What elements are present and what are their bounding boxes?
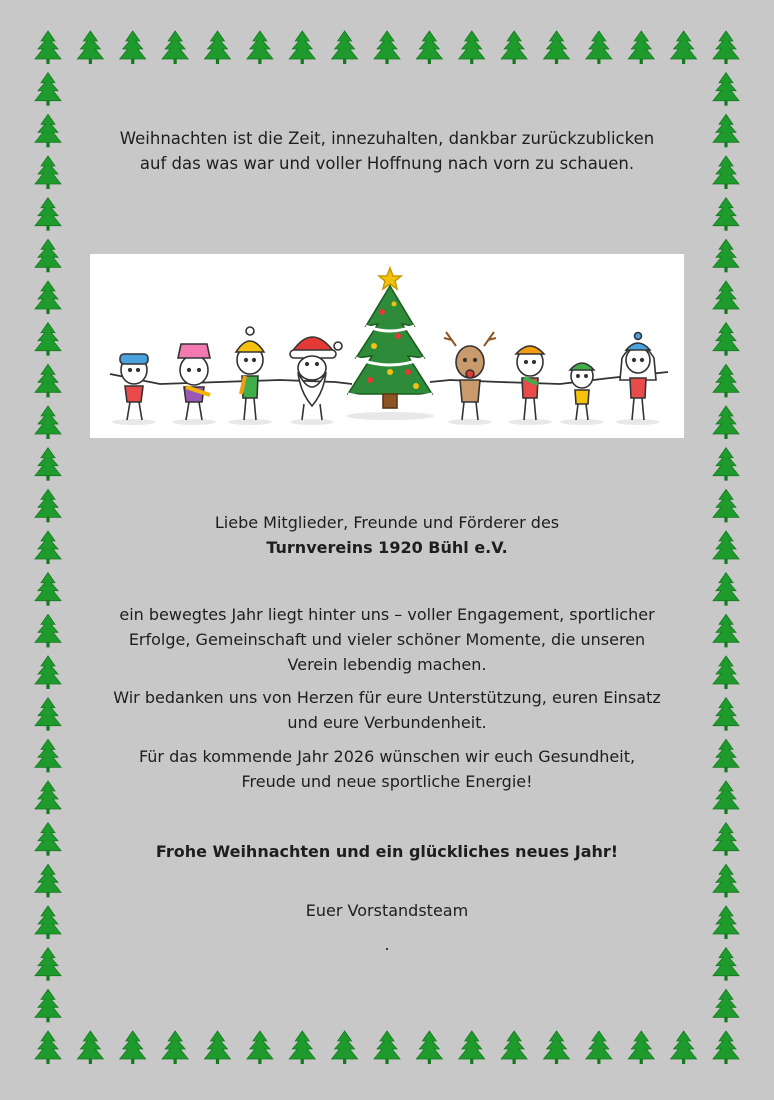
tree-icon: [120, 31, 146, 64]
paragraph-line: Erfolge, Gemeinschaft und vieler schöner Momente, die unseren: [128, 630, 646, 649]
tree-icon: [35, 573, 61, 606]
tree-icon: [713, 156, 739, 189]
tree-icon: [332, 1031, 358, 1064]
child-figure-icon: [620, 333, 656, 421]
tree-icon: [35, 406, 61, 439]
tree-icon: [671, 1031, 697, 1064]
club-name: Turnvereins 1920 Bühl e.V.: [266, 538, 508, 557]
tree-icon: [713, 489, 739, 522]
santa-icon: [290, 337, 342, 420]
tree-icon: [162, 31, 188, 64]
tree-icon: [247, 31, 273, 64]
tree-icon: [35, 73, 61, 106]
tree-border-right: [713, 73, 739, 1023]
paragraph-line: und eure Verbundenheit.: [287, 713, 487, 732]
tree-icon: [713, 31, 739, 64]
intro-text: [60, 126, 714, 176]
tree-icon: [289, 1031, 315, 1064]
tree-icon: [628, 31, 654, 64]
tree-icon: [586, 1031, 612, 1064]
tree-icon: [35, 781, 61, 814]
tree-icon: [713, 739, 739, 772]
tree-icon: [713, 906, 739, 939]
tree-icon: [35, 31, 61, 64]
tree-icon: [35, 114, 61, 147]
tree-icon: [35, 656, 61, 689]
tree-icon: [374, 31, 400, 64]
tree-icon: [289, 31, 315, 64]
tree-icon: [416, 1031, 442, 1064]
tree-border-left: [35, 73, 61, 1023]
paragraph-thanks: [60, 685, 714, 735]
tree-icon: [713, 781, 739, 814]
tree-icon: [501, 1031, 527, 1064]
tree-icon: [713, 531, 739, 564]
tree-icon: [374, 1031, 400, 1064]
tree-icon: [35, 198, 61, 231]
tree-icon: [544, 31, 570, 64]
christmas-illustration: [90, 254, 684, 438]
tree-icon: [713, 364, 739, 397]
tree-icon: [459, 31, 485, 64]
trailing-dot: .: [384, 935, 390, 954]
tree-icon: [713, 614, 739, 647]
tree-icon: [671, 31, 697, 64]
tree-icon: [416, 31, 442, 64]
christmas-tree-icon: [348, 268, 432, 408]
reindeer-icon: [444, 332, 496, 420]
tree-icon: [35, 239, 61, 272]
paragraph-year-review: [84, 602, 690, 677]
intro-line-2: auf das was war und voller Hoffnung nach vorn zu schauen.: [139, 154, 635, 173]
paragraph-line: Verein lebendig machen.: [287, 655, 487, 674]
tree-icon: [713, 1031, 739, 1064]
tree-icon: [713, 406, 739, 439]
child-figure-icon: [120, 354, 148, 420]
paragraph-line: ein bewegtes Jahr liegt hinter uns – voller Engagement, sportlicher: [119, 605, 655, 624]
closing-greeting: Frohe Weihnachten und ein glückliches neues Jahr!: [155, 842, 619, 861]
tree-icon: [501, 31, 527, 64]
tree-icon: [544, 1031, 570, 1064]
tree-icon: [713, 823, 739, 856]
tree-icon: [713, 239, 739, 272]
tree-icon: [77, 31, 103, 64]
tree-icon: [713, 948, 739, 981]
tree-icon: [35, 614, 61, 647]
tree-icon: [35, 948, 61, 981]
tree-icon: [120, 1031, 146, 1064]
tree-icon: [247, 1031, 273, 1064]
tree-icon: [713, 656, 739, 689]
tree-icon: [162, 1031, 188, 1064]
signature: Euer Vorstandsteam: [305, 901, 469, 920]
tree-icon: [713, 864, 739, 897]
intro-line-1: Weihnachten ist die Zeit, innezuhalten, dankbar zurückzublicken: [119, 129, 655, 148]
tree-icon: [713, 114, 739, 147]
tree-icon: [35, 156, 61, 189]
children-around-tree-illustration: [90, 254, 684, 438]
tree-border-bottom: [35, 1031, 739, 1064]
tree-icon: [205, 1031, 231, 1064]
tree-icon: [35, 448, 61, 481]
child-figure-icon: [236, 327, 264, 420]
tree-icon: [459, 1031, 485, 1064]
tree-icon: [35, 739, 61, 772]
tree-icon: [35, 906, 61, 939]
tree-icon: [35, 864, 61, 897]
tree-icon: [205, 31, 231, 64]
tree-icon: [713, 198, 739, 231]
tree-icon: [35, 531, 61, 564]
greeting-line: Liebe Mitglieder, Freunde und Förderer des: [214, 513, 560, 532]
tree-icon: [77, 1031, 103, 1064]
tree-icon: [713, 323, 739, 356]
child-figure-icon: [570, 363, 594, 420]
tree-icon: [713, 448, 739, 481]
greeting: [60, 510, 714, 560]
tree-icon: [35, 823, 61, 856]
tree-icon: [713, 73, 739, 106]
tree-icon: [713, 573, 739, 606]
paragraph-line: Für das kommende Jahr 2026 wünschen wir euch Gesundheit,: [138, 747, 636, 766]
tree-icon: [35, 323, 61, 356]
tree-icon: [35, 1031, 61, 1064]
tree-icon: [35, 364, 61, 397]
tree-icon: [628, 1031, 654, 1064]
tree-icon: [35, 698, 61, 731]
tree-icon: [35, 489, 61, 522]
tree-border-top: [35, 31, 739, 64]
tree-icon: [713, 281, 739, 314]
tree-icon: [713, 989, 739, 1022]
paragraph-line: Wir bedanken uns von Herzen für eure Unterstützung, euren Einsatz: [113, 688, 661, 707]
tree-icon: [35, 989, 61, 1022]
paragraph-line: Freude und neue sportliche Energie!: [241, 772, 533, 791]
paragraph-wishes: [60, 744, 714, 794]
tree-icon: [332, 31, 358, 64]
tree-icon: [713, 698, 739, 731]
tree-icon: [586, 31, 612, 64]
tree-icon: [35, 281, 61, 314]
